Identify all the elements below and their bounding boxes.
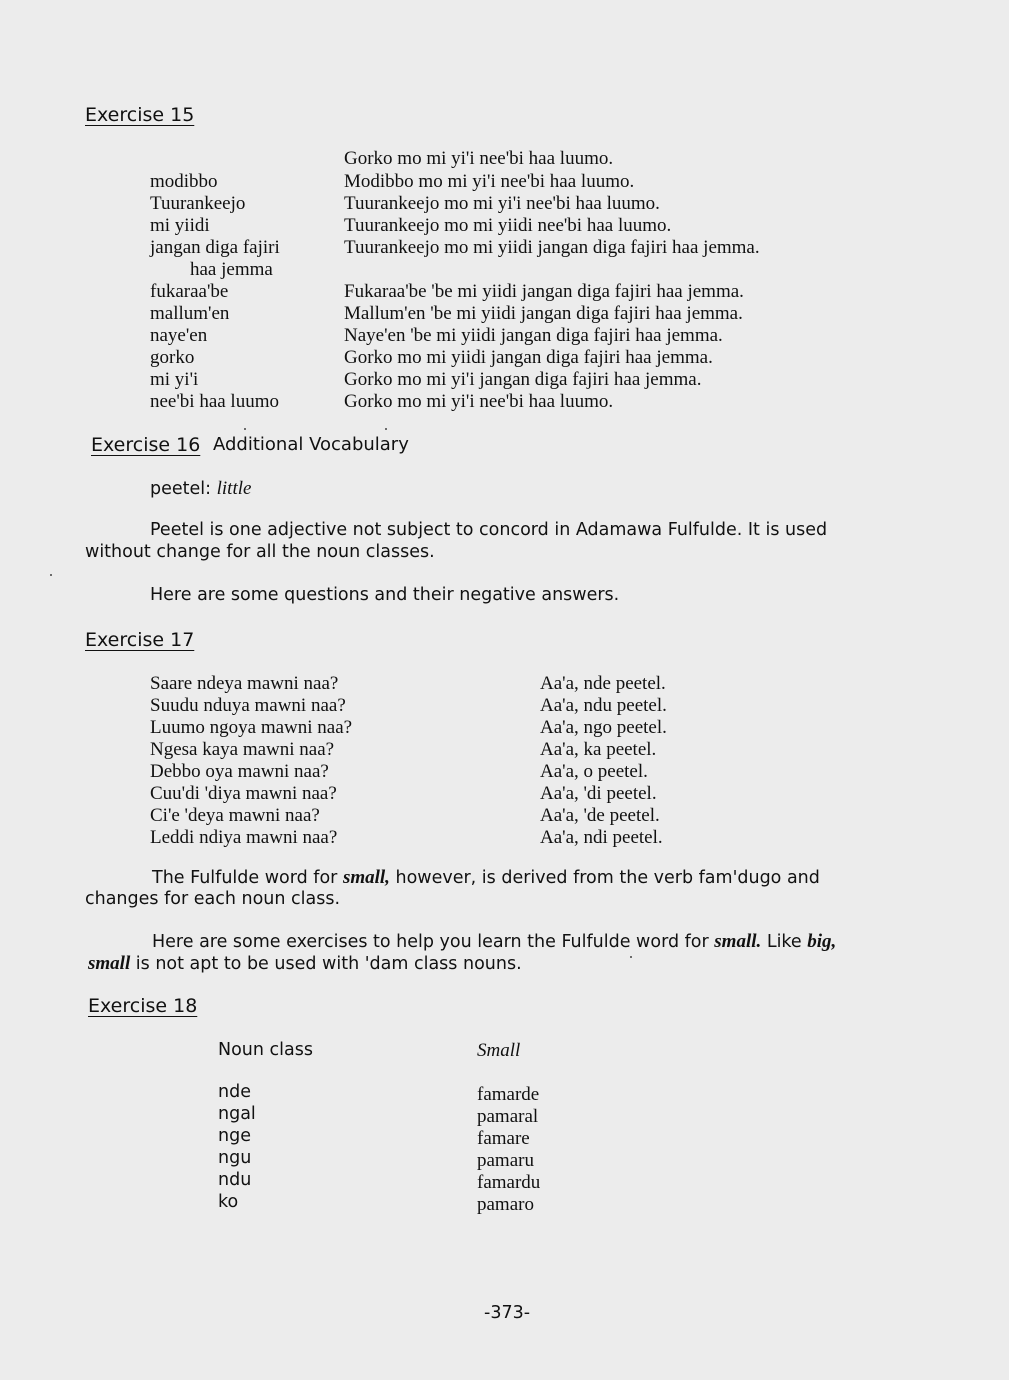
ex15-top-sentence: Gorko mo mi yi'i nee'bi haa luumo. <box>344 148 614 169</box>
ex18-small-form: pamaro <box>477 1194 534 1215</box>
ex15-cue: modibbo <box>150 171 218 192</box>
para4-text: is not apt to be used with 'dam class nouns. <box>130 954 522 974</box>
ex17-question: Cuu'di 'diya mawni naa? <box>150 783 337 804</box>
ex17-answer-column <box>540 673 667 849</box>
ex17-question: Ngesa kaya mawni naa? <box>150 739 335 760</box>
page-speck <box>244 428 246 430</box>
ex17-question: Saare ndeya mawni naa? <box>150 673 339 694</box>
para2: Here are some questions and their negative answers. <box>150 585 620 605</box>
ex15-cue: naye'en <box>150 325 208 346</box>
ex17-answer: Aa'a, o peetel. <box>540 761 648 782</box>
ex15-response: Gorko mo mi yi'i nee'bi haa luumo. <box>344 391 614 412</box>
ex15-cue: jangan diga fajiri <box>150 237 280 258</box>
ex18-noun-class: ko <box>218 1192 239 1212</box>
para4-text: Here are some exercises to help you learn the Fulfulde word for <box>152 932 715 952</box>
para3-line2: changes for each noun class. <box>85 889 341 909</box>
para1-line1: Peetel is one adjective not subject to concord in Adamawa Fulfulde. It is used <box>150 520 828 540</box>
ex15-response: Gorko mo mi yiidi jangan diga fajiri haa jemma. <box>344 347 713 368</box>
ex15-cue: mallum'en <box>150 303 230 324</box>
ex18-small-form: famarde <box>477 1084 540 1105</box>
ex17-question: Leddi ndiya mawni naa? <box>150 827 338 848</box>
ex15-response: Modibbo mo mi yi'i nee'bi haa luumo. <box>344 171 635 192</box>
para1-line2: without change for all the noun classes. <box>85 542 435 562</box>
ex15-response: Naye'en 'be mi yiidi jangan diga fajiri haa jemma. <box>344 325 723 346</box>
ex15-response: Tuurankeejo mo mi yiidi nee'bi haa luumo. <box>344 215 672 236</box>
ex17-question: Suudu nduya mawni naa? <box>150 695 346 716</box>
para4-line2 <box>88 953 522 975</box>
ex15-response-column-b <box>344 281 744 413</box>
exercise-16-heading: Exercise 16 <box>91 434 201 456</box>
ex18-noun-class: ngu <box>218 1148 252 1168</box>
ex18-small-form: famardu <box>477 1172 541 1193</box>
ex17-question: Ci'e 'deya mawni naa? <box>150 805 320 826</box>
ex17-answer: Aa'a, ka peetel. <box>540 739 657 760</box>
exercise-16-subtitle: Additional Vocabulary <box>213 434 409 455</box>
ex15-cue: gorko <box>150 347 195 368</box>
ex15-cue: fukaraa'be <box>150 281 229 302</box>
para3-emphasis: small, <box>342 867 390 888</box>
vocab-entry <box>150 478 251 500</box>
ex18-noun-class: ngal <box>218 1104 256 1124</box>
para4-emphasis: small. <box>714 931 762 952</box>
page-speck <box>630 956 632 958</box>
para3-text: The Fulfulde word for <box>152 868 343 888</box>
exercise-18-heading: Exercise 18 <box>88 995 198 1017</box>
ex17-answer: Aa'a, ngo peetel. <box>540 717 667 738</box>
ex18-noun-class-column <box>218 1081 256 1213</box>
ex17-question: Debbo oya mawni naa? <box>150 761 329 782</box>
para4-emphasis: small <box>88 953 131 974</box>
ex18-col1-header: Noun class <box>218 1040 313 1060</box>
ex15-response: Mallum'en 'be mi yiidi jangan diga fajiri haa jemma. <box>344 303 743 324</box>
ex18-noun-class: nge <box>218 1126 251 1146</box>
ex15-response: Gorko mo mi yi'i jangan diga fajiri haa jemma. <box>344 369 702 390</box>
ex18-small-form: pamaru <box>477 1150 534 1171</box>
ex15-response: Tuurankeejo mo mi yi'i nee'bi haa luumo. <box>344 193 660 214</box>
ex17-answer: Aa'a, ndi peetel. <box>540 827 663 848</box>
ex17-answer: Aa'a, 'de peetel. <box>540 805 660 826</box>
ex15-response: Tuurankeejo mo mi yiidi jangan diga fajiri haa jemma. <box>344 237 760 258</box>
vocab-word: peetel: <box>150 479 212 499</box>
page-speck <box>385 428 387 430</box>
ex18-noun-class: ndu <box>218 1170 252 1190</box>
para4-line1 <box>152 931 836 953</box>
ex15-cue: nee'bi haa luumo <box>150 391 279 412</box>
para3-text: however, is derived from the verb fam'dugo and <box>389 868 820 888</box>
para4-text: Like <box>761 932 808 952</box>
ex15-response-column-a <box>344 171 760 259</box>
ex17-answer: Aa'a, 'di peetel. <box>540 783 657 804</box>
ex18-noun-class: nde <box>218 1082 251 1102</box>
para4-emphasis: big, <box>807 931 837 952</box>
ex15-cue: haa jemma <box>190 259 273 280</box>
ex18-small-column <box>477 1084 540 1216</box>
ex18-small-form: pamaral <box>477 1106 539 1127</box>
ex17-question: Luumo ngoya mawni naa? <box>150 717 353 738</box>
ex18-small-form: famare <box>477 1128 530 1149</box>
ex15-response: Fukaraa'be 'be mi yiidi jangan diga fajiri haa jemma. <box>344 281 744 302</box>
ex15-cue: Tuurankeejo <box>150 193 246 214</box>
ex15-cue: mi yi'i <box>150 369 199 390</box>
para3-line1 <box>152 867 820 889</box>
ex18-col2-header: Small <box>477 1040 521 1061</box>
vocab-gloss: little <box>216 478 252 499</box>
exercise-15-heading: Exercise 15 <box>85 104 195 126</box>
ex15-cue: mi yiidi <box>150 215 210 236</box>
ex17-answer: Aa'a, ndu peetel. <box>540 695 667 716</box>
ex15-cue-column <box>150 171 280 413</box>
ex17-answer: Aa'a, nde peetel. <box>540 673 666 694</box>
ex17-question-column <box>150 673 352 849</box>
page-speck <box>50 574 52 576</box>
page-number: -373- <box>484 1303 531 1323</box>
exercise-17-heading: Exercise 17 <box>85 629 195 651</box>
